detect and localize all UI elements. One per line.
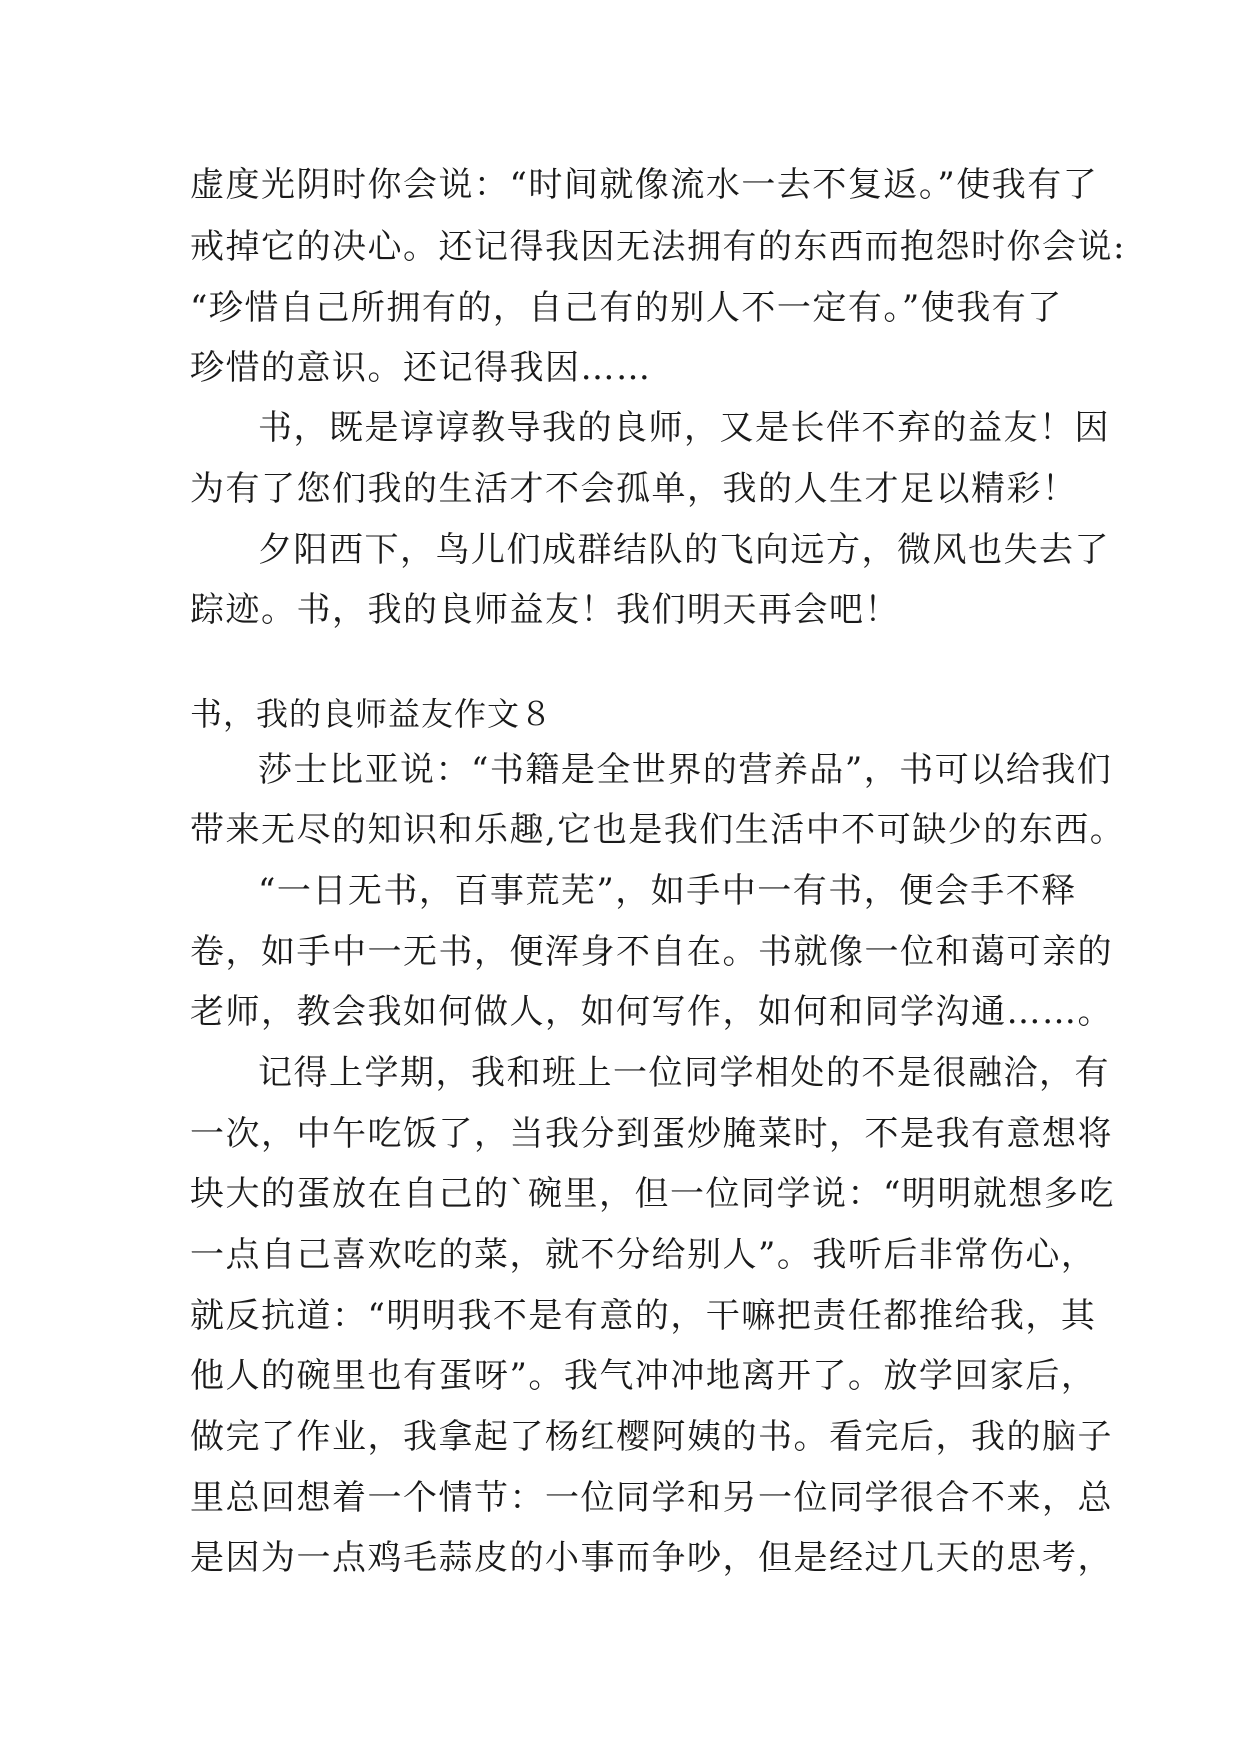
text-line: 莎士比亚说：“书籍是全世界的营养品”，书可以给我们: [258, 750, 1113, 790]
text-line: 一次，中午吃饭了，当我分到蛋炒腌菜时，不是我有意想将: [190, 1114, 1113, 1154]
text-line: 老师，教会我如何做人，如何写作，如何和同学沟通……。: [190, 992, 1113, 1032]
text-line: 是因为一点鸡毛蒜皮的小事而争吵，但是经过几天的思考，: [190, 1538, 1113, 1578]
text-line: 珍惜的意识。还记得我因……: [190, 348, 652, 388]
text-line: 为有了您们我的生活才不会孤单，我的人生才足以精彩！: [190, 469, 1078, 509]
text-line: 一点自己喜欢吃的菜，就不分给别人”。我听后非常伤心，: [190, 1235, 1097, 1275]
text-line: 他人的碗里也有蛋呀”。我气冲冲地离开了。放学回家后，: [190, 1356, 1097, 1396]
text-line: “珍惜自己所拥有的，自己有的别人不一定有。”使我有了: [190, 288, 1063, 328]
section-title: 书，我的良师益友作文８: [190, 695, 554, 733]
text-line: 就反抗道：“明明我不是有意的，干嘛把责任都推给我，其: [190, 1296, 1097, 1336]
text-line: 书，既是谆谆教导我的良师，又是长伴不弃的益友！因: [258, 408, 1110, 448]
text-line: 做完了作业，我拿起了杨红樱阿姨的书。看完后，我的脑子: [190, 1417, 1113, 1457]
text-line: 里总回想着一个情节：一位同学和另一位同学很合不来，总: [190, 1478, 1113, 1518]
text-line: 踪迹。书，我的良师益友！我们明天再会吧！: [190, 590, 900, 630]
text-line: 卷，如手中一无书，便浑身不自在。书就像一位和蔼可亲的: [190, 932, 1113, 972]
text-line: 块大的蛋放在自己的`碗里，但一位同学说：“明明就想多吃: [190, 1174, 1115, 1214]
text-line: 夕阳西下，鸟儿们成群结队的飞向远方，微风也失去了: [258, 530, 1110, 570]
text-line: “一日无书，百事荒芜”，如手中一有书，便会手不释: [258, 871, 1077, 911]
text-line: 带来无尽的知识和乐趣,它也是我们生活中不可缺少的东西。: [190, 810, 1126, 850]
text-line: 记得上学期，我和班上一位同学相处的不是很融洽，有: [258, 1053, 1110, 1093]
text-line: 虚度光阴时你会说：“时间就像流水一去不复返。”使我有了: [190, 165, 1099, 205]
text-line: 戒掉它的决心。还记得我因无法拥有的东西而抱怨时你会说:: [190, 227, 1126, 267]
